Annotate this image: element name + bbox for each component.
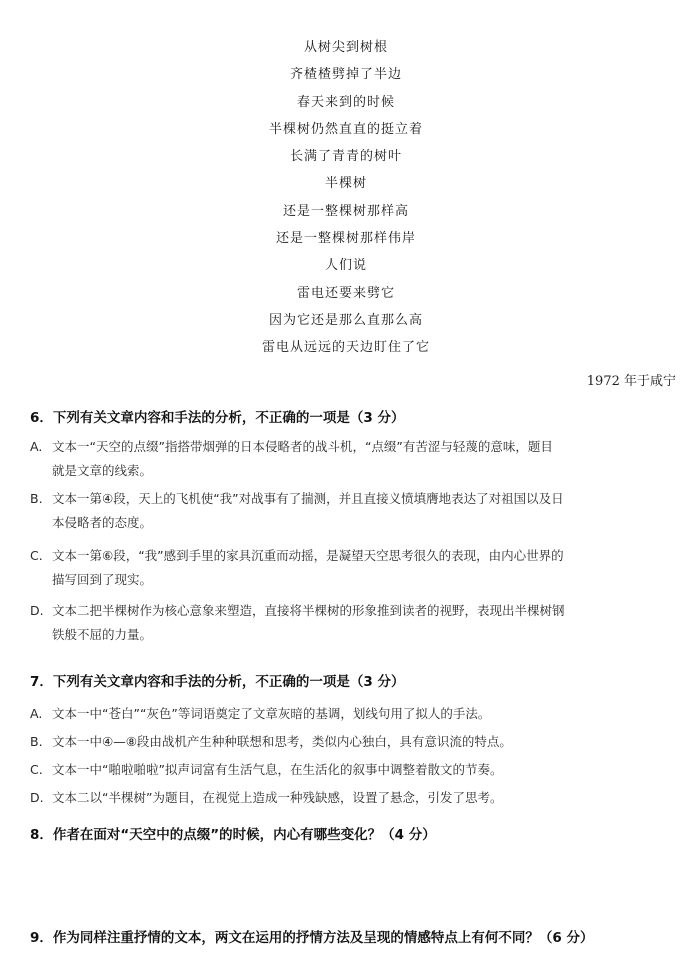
question-8-title: 8．作者在面对“天空中的点缀”的时候，内心有哪些变化？（4 分） bbox=[30, 827, 436, 843]
option-text-cont: 就是文章的线索。 bbox=[52, 463, 153, 478]
question-7-option-c[interactable] bbox=[30, 758, 675, 782]
poem-line: 还是一整棵树那样伟岸 bbox=[275, 231, 416, 247]
poem-block bbox=[0, 34, 692, 362]
question-7-option-a[interactable] bbox=[30, 702, 675, 726]
option-letter: D. bbox=[30, 603, 44, 618]
option-text: 文本一第⑥段，“我”感到手里的家具沉重而动摇，是凝望天空思考很久的表现，由内心世界的 bbox=[52, 548, 564, 563]
poem-line: 雷电从远远的天边盯住了它 bbox=[261, 340, 430, 356]
question-8-answer-space[interactable] bbox=[30, 850, 675, 920]
question-7-title: 7．下列有关文章内容和手法的分析，不正确的一项是（3 分） bbox=[30, 674, 405, 690]
question-6-title: 6．下列有关文章内容和手法的分析，不正确的一项是（3 分） bbox=[30, 410, 405, 426]
option-text: 文本一中④—⑧段由战机产生种种联想和思考，类似内心独白，具有意识流的特点。 bbox=[52, 734, 512, 749]
option-text-cont: 铁般不屈的力量。 bbox=[52, 627, 153, 642]
option-text: 文本二把半棵树作为核心意象来塑造，直接将半棵树的形象推到读者的视野，表现出半棵树钢 bbox=[52, 603, 565, 618]
poem-line: 人们说 bbox=[324, 258, 367, 274]
option-text-cont: 描写回到了现实。 bbox=[52, 572, 153, 587]
option-text: 文本一中“啪啦啪啦”拟声词富有生活气息，在生活化的叙事中调整着散文的节奏。 bbox=[52, 762, 503, 777]
option-text-cont: 本侵略者的态度。 bbox=[52, 515, 153, 530]
option-text: 文本一中“苍白”“灰色”等词语奠定了文章灰暗的基调，划线句用了拟人的手法。 bbox=[52, 706, 491, 721]
poem-line: 从树尖到树根 bbox=[303, 40, 388, 55]
option-text: 文本二以“半棵树”为题目，在视觉上造成一种残缺感，设置了悬念，引发了思考。 bbox=[52, 790, 503, 805]
question-7-option-d[interactable] bbox=[30, 786, 675, 810]
option-letter: A. bbox=[30, 706, 43, 721]
question-7-option-b[interactable] bbox=[30, 730, 675, 754]
poem-line: 春天来到的时候 bbox=[296, 94, 395, 110]
poem-line: 半棵树仍然直直的挺立着 bbox=[268, 121, 423, 137]
option-letter: B. bbox=[30, 491, 43, 506]
option-letter: A. bbox=[30, 439, 43, 454]
option-letter: D. bbox=[30, 790, 44, 805]
question-6-option-a[interactable] bbox=[30, 435, 675, 483]
option-letter: C. bbox=[30, 548, 43, 563]
poem-line: 雷电还要来劈它 bbox=[296, 285, 395, 301]
question-6-option-d[interactable] bbox=[30, 599, 675, 647]
poem-line: 长满了青青的树叶 bbox=[289, 149, 402, 165]
option-text: 文本一第④段，天上的飞机使“我”对战事有了揣测，并且直接义愤填膺地表达了对祖国以及日 bbox=[52, 491, 564, 506]
poem-line: 还是一整棵树那样高 bbox=[282, 203, 409, 219]
option-letter: C. bbox=[30, 762, 43, 777]
poem-line: 半棵树 bbox=[324, 176, 367, 192]
poem-dateline: 1972 年于咸宁 bbox=[586, 374, 676, 389]
question-6-option-b[interactable] bbox=[30, 487, 675, 535]
option-text: 文本一“天空的点缀”指搭带烟弹的日本侵略者的战斗机，“点缀”有苦涩与轻蔑的意味，题目 bbox=[52, 439, 553, 454]
question-9-title: 9．作为同样注重抒情的文本，两文在运用的抒情方法及呈现的情感特点上有何不同？（6 分） bbox=[30, 930, 594, 946]
question-6-option-c[interactable] bbox=[30, 544, 675, 592]
poem-line: 齐楂楂劈掉了半边 bbox=[289, 67, 402, 83]
poem-line: 因为它还是那么直那么高 bbox=[268, 312, 423, 328]
option-letter: B. bbox=[30, 734, 43, 749]
